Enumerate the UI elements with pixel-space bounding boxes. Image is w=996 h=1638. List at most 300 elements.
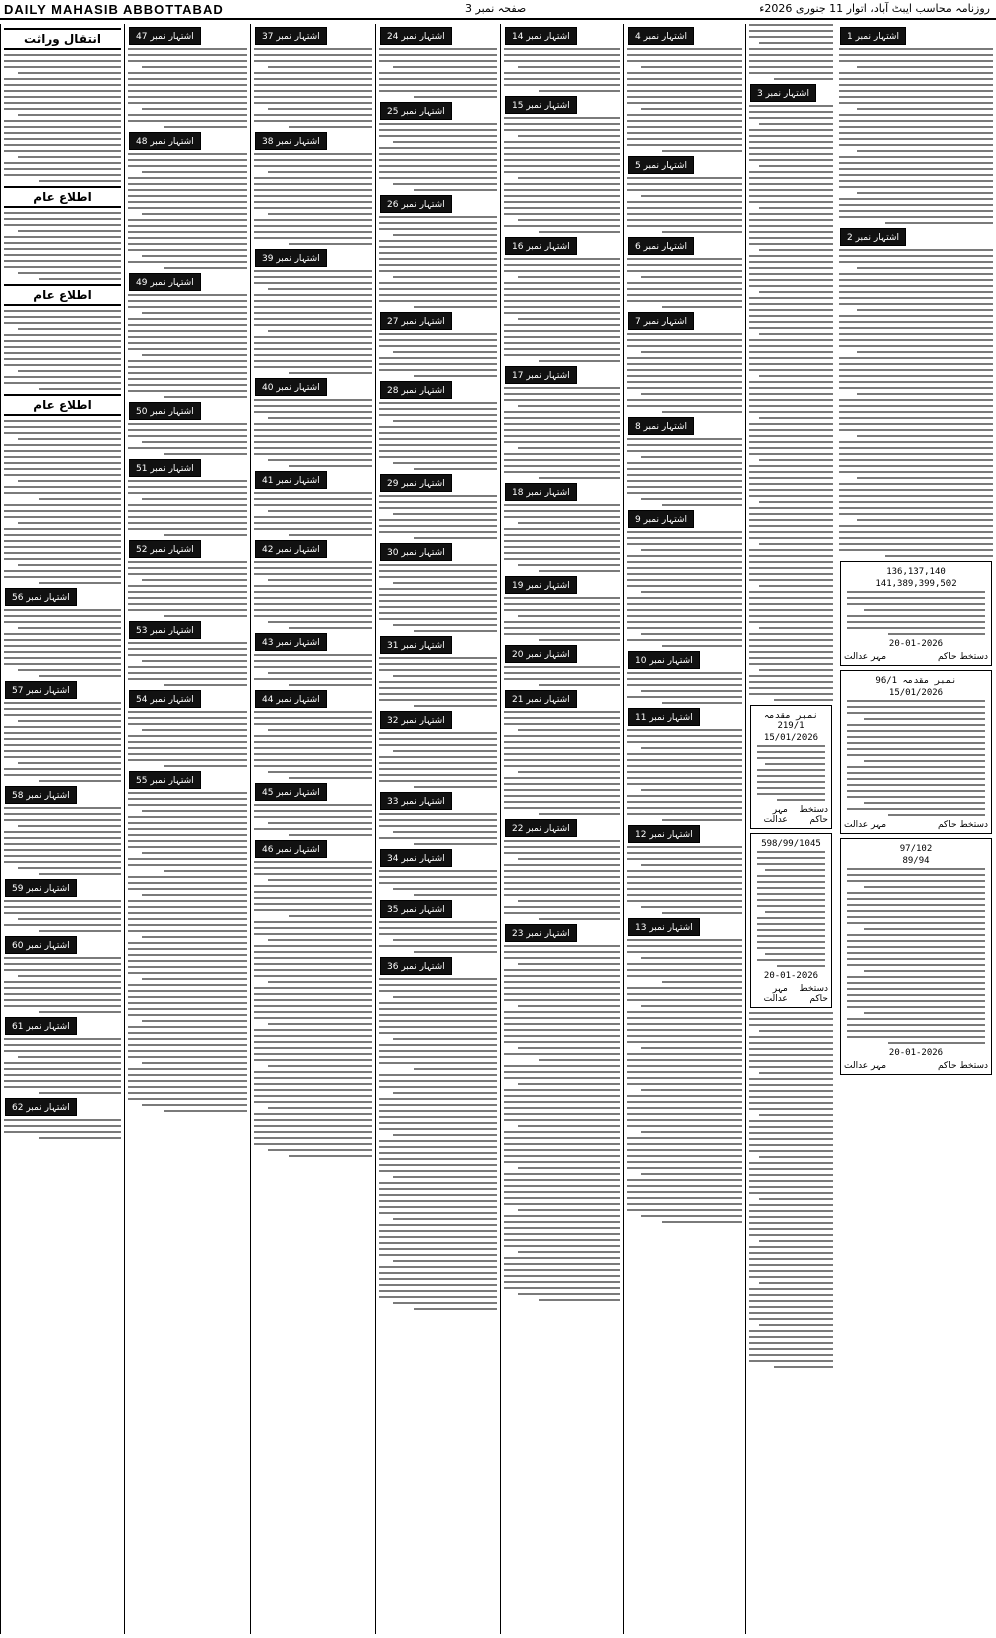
- text-line: [847, 1000, 985, 1002]
- ad-body-text: [627, 672, 742, 704]
- text-line: [504, 195, 620, 197]
- text-line: [839, 114, 993, 116]
- text-line: [504, 342, 620, 344]
- text-line: [254, 747, 372, 749]
- text-line: [504, 258, 620, 260]
- ad-header: [255, 633, 371, 651]
- text-line: [393, 675, 497, 677]
- ad-header: [255, 27, 371, 45]
- text-line: [627, 1029, 742, 1031]
- text-line: [504, 354, 620, 356]
- ad-number-badge: اشتہار نمبر 61: [5, 1017, 77, 1035]
- text-line: [627, 486, 742, 488]
- text-line: [4, 813, 121, 815]
- text-line: [379, 78, 497, 80]
- text-line: [504, 1095, 620, 1097]
- text-line: [504, 558, 620, 560]
- text-line: [128, 189, 247, 191]
- text-line: [128, 90, 247, 92]
- text-line: [128, 888, 247, 890]
- column-2: [745, 24, 836, 1634]
- text-line: [142, 1020, 247, 1022]
- text-line: [254, 120, 372, 122]
- text-line: [254, 741, 372, 743]
- text-line: [128, 378, 247, 380]
- text-line: [289, 627, 372, 629]
- text-line: [627, 264, 742, 266]
- text-line: [749, 681, 833, 683]
- text-line: [627, 684, 742, 686]
- ad-header: [628, 825, 741, 843]
- ad-header: [5, 1017, 120, 1035]
- text-line: [142, 213, 247, 215]
- signature-label: دستخط حاکم: [799, 984, 828, 1004]
- text-line: [379, 978, 497, 980]
- text-line: [4, 426, 121, 428]
- text-line: [254, 336, 372, 338]
- ad-body-text: [128, 294, 247, 398]
- text-line: [504, 888, 620, 890]
- text-line: [4, 322, 121, 324]
- text-line: [759, 543, 833, 545]
- text-line: [749, 1138, 833, 1140]
- text-line: [749, 1354, 833, 1356]
- text-line: [885, 222, 993, 224]
- text-line: [18, 720, 121, 722]
- text-line: [504, 1287, 620, 1289]
- text-line: [504, 981, 620, 983]
- text-line: [847, 724, 985, 726]
- text-line: [627, 639, 742, 641]
- text-line: [627, 1137, 742, 1139]
- text-line: [749, 399, 833, 401]
- ad-body-text: [749, 1012, 833, 1368]
- text-line: [759, 417, 833, 419]
- text-line: [379, 1086, 497, 1088]
- text-line: [4, 504, 121, 506]
- notice-body: [847, 591, 985, 635]
- khasra-number: 89/94: [902, 856, 930, 866]
- text-line: [18, 480, 121, 482]
- text-line: [857, 309, 993, 311]
- text-line: [641, 633, 742, 635]
- amount-value: 141,389,399,502: [875, 579, 957, 589]
- text-line: [759, 333, 833, 335]
- text-line: [749, 687, 833, 689]
- text-line: [379, 1104, 497, 1106]
- text-line: [39, 180, 121, 182]
- ad-body-text: [254, 399, 372, 467]
- text-line: [504, 1035, 620, 1037]
- text-line: [128, 114, 247, 116]
- text-line: [504, 546, 620, 548]
- text-line: [379, 1230, 497, 1232]
- text-line: [4, 248, 121, 250]
- text-line: [254, 354, 372, 356]
- text-line: [254, 609, 372, 611]
- ad-body-text: [379, 48, 497, 98]
- text-line: [379, 1080, 497, 1082]
- column-4: [500, 24, 623, 1634]
- ad-header: [505, 645, 619, 663]
- text-line: [128, 930, 247, 932]
- ad-header: [380, 849, 496, 867]
- text-line: [749, 111, 833, 113]
- ad-header: [5, 879, 120, 897]
- ad-body-text: [379, 1074, 497, 1310]
- seal-label: مہر عدالت: [763, 805, 788, 825]
- text-line: [4, 570, 121, 572]
- text-line: [504, 123, 620, 125]
- text-line: [504, 288, 620, 290]
- signature-label: دستخط حاکم: [937, 1061, 988, 1071]
- text-line: [627, 876, 742, 878]
- text-line: [4, 468, 121, 470]
- text-line: [504, 429, 620, 431]
- text-line: [857, 150, 993, 152]
- text-line: [839, 543, 993, 545]
- text-line: [379, 1026, 497, 1028]
- text-line: [4, 218, 121, 220]
- text-line: [749, 429, 833, 431]
- text-line: [504, 1173, 620, 1175]
- text-line: [641, 1173, 742, 1175]
- text-line: [379, 738, 497, 740]
- text-line: [254, 867, 372, 869]
- text-line: [749, 1222, 833, 1224]
- text-line: [268, 939, 372, 941]
- text-line: [393, 66, 497, 68]
- text-line: [627, 771, 742, 773]
- text-line: [757, 923, 825, 925]
- text-line: [749, 135, 833, 137]
- text-line: [757, 917, 825, 919]
- text-line: [254, 306, 372, 308]
- ad-body-text: [128, 48, 247, 128]
- text-line: [4, 540, 121, 542]
- ad-header: [5, 681, 120, 699]
- text-line: [749, 141, 833, 143]
- text-line: [749, 54, 833, 56]
- text-line: [142, 312, 247, 314]
- text-line: [518, 66, 620, 68]
- text-line: [662, 912, 743, 914]
- text-line: [749, 321, 833, 323]
- ad-header: [129, 402, 246, 420]
- text-line: [504, 294, 620, 296]
- public-notice-heading: اطلاع عام: [4, 284, 121, 306]
- ad-number-badge: اشتہار نمبر 50: [129, 402, 201, 420]
- text-line: [627, 462, 742, 464]
- text-line: [759, 459, 833, 461]
- text-line: [749, 1360, 833, 1362]
- text-line: [749, 567, 833, 569]
- text-line: [518, 177, 620, 179]
- text-line: [128, 195, 247, 197]
- text-line: [504, 852, 620, 854]
- text-line: [749, 1054, 833, 1056]
- text-line: [504, 213, 620, 215]
- text-line: [4, 1050, 121, 1052]
- text-line: [254, 165, 372, 167]
- text-line: [627, 900, 742, 902]
- text-line: [662, 306, 743, 308]
- text-line: [627, 288, 742, 290]
- text-line: [662, 819, 743, 821]
- text-line: [759, 585, 833, 587]
- text-line: [864, 718, 985, 720]
- text-line: [627, 858, 742, 860]
- text-line: [128, 177, 247, 179]
- text-line: [4, 861, 121, 863]
- text-line: [254, 999, 372, 1001]
- text-line: [4, 254, 121, 256]
- text-line: [847, 898, 985, 900]
- text-line: [254, 102, 372, 104]
- text-line: [627, 1203, 742, 1205]
- text-line: [504, 1239, 620, 1241]
- text-line: [749, 615, 833, 617]
- text-line: [504, 1263, 620, 1265]
- text-line: [142, 171, 247, 173]
- ad-body-text: [4, 609, 121, 677]
- text-line: [254, 1047, 372, 1049]
- text-line: [627, 468, 742, 470]
- text-line: [518, 405, 620, 407]
- text-line: [627, 1107, 742, 1109]
- text-line: [379, 1164, 497, 1166]
- ad-number-badge: اشتہار نمبر 29: [380, 474, 452, 492]
- text-line: [759, 501, 833, 503]
- ad-header: [628, 651, 741, 669]
- text-line: [749, 345, 833, 347]
- text-line: [627, 480, 742, 482]
- ad-header: [129, 459, 246, 477]
- text-line: [39, 498, 121, 500]
- text-line: [627, 177, 742, 179]
- text-line: [759, 1198, 833, 1200]
- text-line: [379, 72, 497, 74]
- text-line: [289, 372, 372, 374]
- text-line: [379, 606, 497, 608]
- ad-number-badge: اشتہار نمبر 18: [505, 483, 577, 501]
- text-line: [504, 324, 620, 326]
- ad-number-badge: اشتہار نمبر 47: [129, 27, 201, 45]
- text-line: [847, 940, 985, 942]
- text-line: [847, 706, 985, 708]
- text-line: [379, 60, 497, 62]
- text-line: [839, 465, 993, 467]
- text-line: [627, 603, 742, 605]
- text-line: [39, 582, 121, 584]
- text-line: [4, 639, 121, 641]
- text-line: [4, 732, 121, 734]
- text-line: [662, 1221, 743, 1223]
- text-line: [128, 948, 247, 950]
- text-line: [379, 450, 497, 452]
- text-line: [749, 369, 833, 371]
- text-line: [164, 765, 247, 767]
- text-line: [4, 576, 121, 578]
- text-line: [504, 759, 620, 761]
- text-line: [749, 411, 833, 413]
- text-line: [504, 1041, 620, 1043]
- text-line: [254, 90, 372, 92]
- text-line: [379, 1020, 497, 1022]
- text-line: [504, 753, 620, 755]
- text-line: [4, 912, 121, 914]
- text-line: [518, 1005, 620, 1007]
- text-line: [627, 741, 742, 743]
- text-line: [749, 66, 833, 68]
- text-line: [142, 66, 247, 68]
- text-line: [379, 819, 497, 821]
- text-line: [4, 102, 121, 104]
- text-line: [839, 411, 993, 413]
- text-line: [627, 120, 742, 122]
- text-line: [504, 807, 620, 809]
- text-line: [749, 381, 833, 383]
- text-line: [4, 1119, 121, 1121]
- text-line: [4, 969, 121, 971]
- text-line: [504, 201, 620, 203]
- text-line: [839, 126, 993, 128]
- text-line: [379, 408, 497, 410]
- text-line: [749, 663, 833, 665]
- text-line: [4, 486, 121, 488]
- text-line: [749, 525, 833, 527]
- text-line: [839, 447, 993, 449]
- text-line: [379, 252, 497, 254]
- text-line: [164, 1110, 247, 1112]
- text-line: [4, 633, 121, 635]
- ad-number-badge: اشتہار نمبر 51: [129, 459, 201, 477]
- text-line: [4, 774, 121, 776]
- text-line: [128, 1008, 247, 1010]
- court-notice: [840, 670, 992, 834]
- text-line: [4, 236, 121, 238]
- ad-body-text: [128, 480, 247, 536]
- text-line: [4, 242, 121, 244]
- ad-header: [255, 249, 371, 267]
- text-line: [847, 591, 985, 593]
- text-line: [4, 334, 121, 336]
- text-line: [749, 1042, 833, 1044]
- text-line: [393, 624, 497, 626]
- text-line: [128, 201, 247, 203]
- text-line: [504, 999, 620, 1001]
- text-line: [662, 231, 743, 233]
- text-line: [504, 441, 620, 443]
- text-line: [539, 813, 620, 815]
- text-line: [4, 346, 121, 348]
- text-line: [254, 945, 372, 947]
- text-line: [379, 1002, 497, 1004]
- text-line: [539, 570, 620, 572]
- text-line: [749, 357, 833, 359]
- ad-header: [5, 786, 120, 804]
- text-line: [393, 582, 497, 584]
- text-line: [839, 174, 993, 176]
- column-8: [0, 24, 124, 1634]
- text-line: [4, 66, 121, 68]
- ad-number-badge: اشتہار نمبر 6: [628, 237, 694, 255]
- text-line: [627, 1113, 742, 1115]
- text-line: [749, 1120, 833, 1122]
- text-line: [757, 893, 825, 895]
- text-line: [749, 477, 833, 479]
- text-line: [749, 339, 833, 341]
- text-line: [379, 171, 497, 173]
- ad-body-text: [4, 1038, 121, 1094]
- text-line: [749, 117, 833, 119]
- text-line: [847, 982, 985, 984]
- text-line: [627, 1161, 742, 1163]
- ad-body-text: [504, 48, 620, 92]
- ad-number-badge: اشتہار نمبر 1: [840, 27, 906, 45]
- text-line: [164, 396, 247, 398]
- text-line: [641, 747, 742, 749]
- text-line: [379, 1248, 497, 1250]
- text-line: [504, 387, 620, 389]
- text-line: [847, 964, 985, 966]
- text-line: [254, 975, 372, 977]
- text-line: [142, 894, 247, 896]
- text-line: [749, 537, 833, 539]
- text-line: [839, 423, 993, 425]
- text-line: [379, 270, 497, 272]
- text-line: [254, 1005, 372, 1007]
- text-line: [504, 840, 620, 842]
- text-line: [128, 672, 247, 674]
- text-line: [847, 808, 985, 810]
- text-line: [164, 534, 247, 536]
- text-line: [289, 915, 372, 917]
- text-line: [379, 1008, 497, 1010]
- text-line: [128, 435, 247, 437]
- text-line: [757, 851, 825, 853]
- ad-number-badge: اشتہار نمبر 8: [628, 417, 694, 435]
- ad-number-badge: اشتہار نمبر 5: [628, 156, 694, 174]
- text-line: [379, 669, 497, 671]
- text-line: [254, 522, 372, 524]
- text-line: [4, 843, 121, 845]
- text-line: [641, 591, 742, 593]
- text-line: [749, 129, 833, 131]
- text-line: [774, 78, 833, 80]
- text-line: [128, 102, 247, 104]
- text-line: [504, 870, 620, 872]
- text-line: [749, 327, 833, 329]
- text-line: [254, 492, 372, 494]
- text-line: [627, 450, 742, 452]
- text-line: [504, 348, 620, 350]
- text-line: [4, 168, 121, 170]
- text-line: [379, 927, 497, 929]
- text-line: [4, 132, 121, 134]
- ad-body-text: [128, 423, 247, 455]
- text-line: [847, 868, 985, 870]
- text-line: [504, 1029, 620, 1031]
- text-line: [128, 120, 247, 122]
- text-line: [128, 249, 247, 251]
- text-line: [4, 84, 121, 86]
- text-line: [128, 1002, 247, 1004]
- text-line: [254, 723, 372, 725]
- text-line: [379, 1056, 497, 1058]
- text-line: [393, 939, 497, 941]
- text-line: [749, 243, 833, 245]
